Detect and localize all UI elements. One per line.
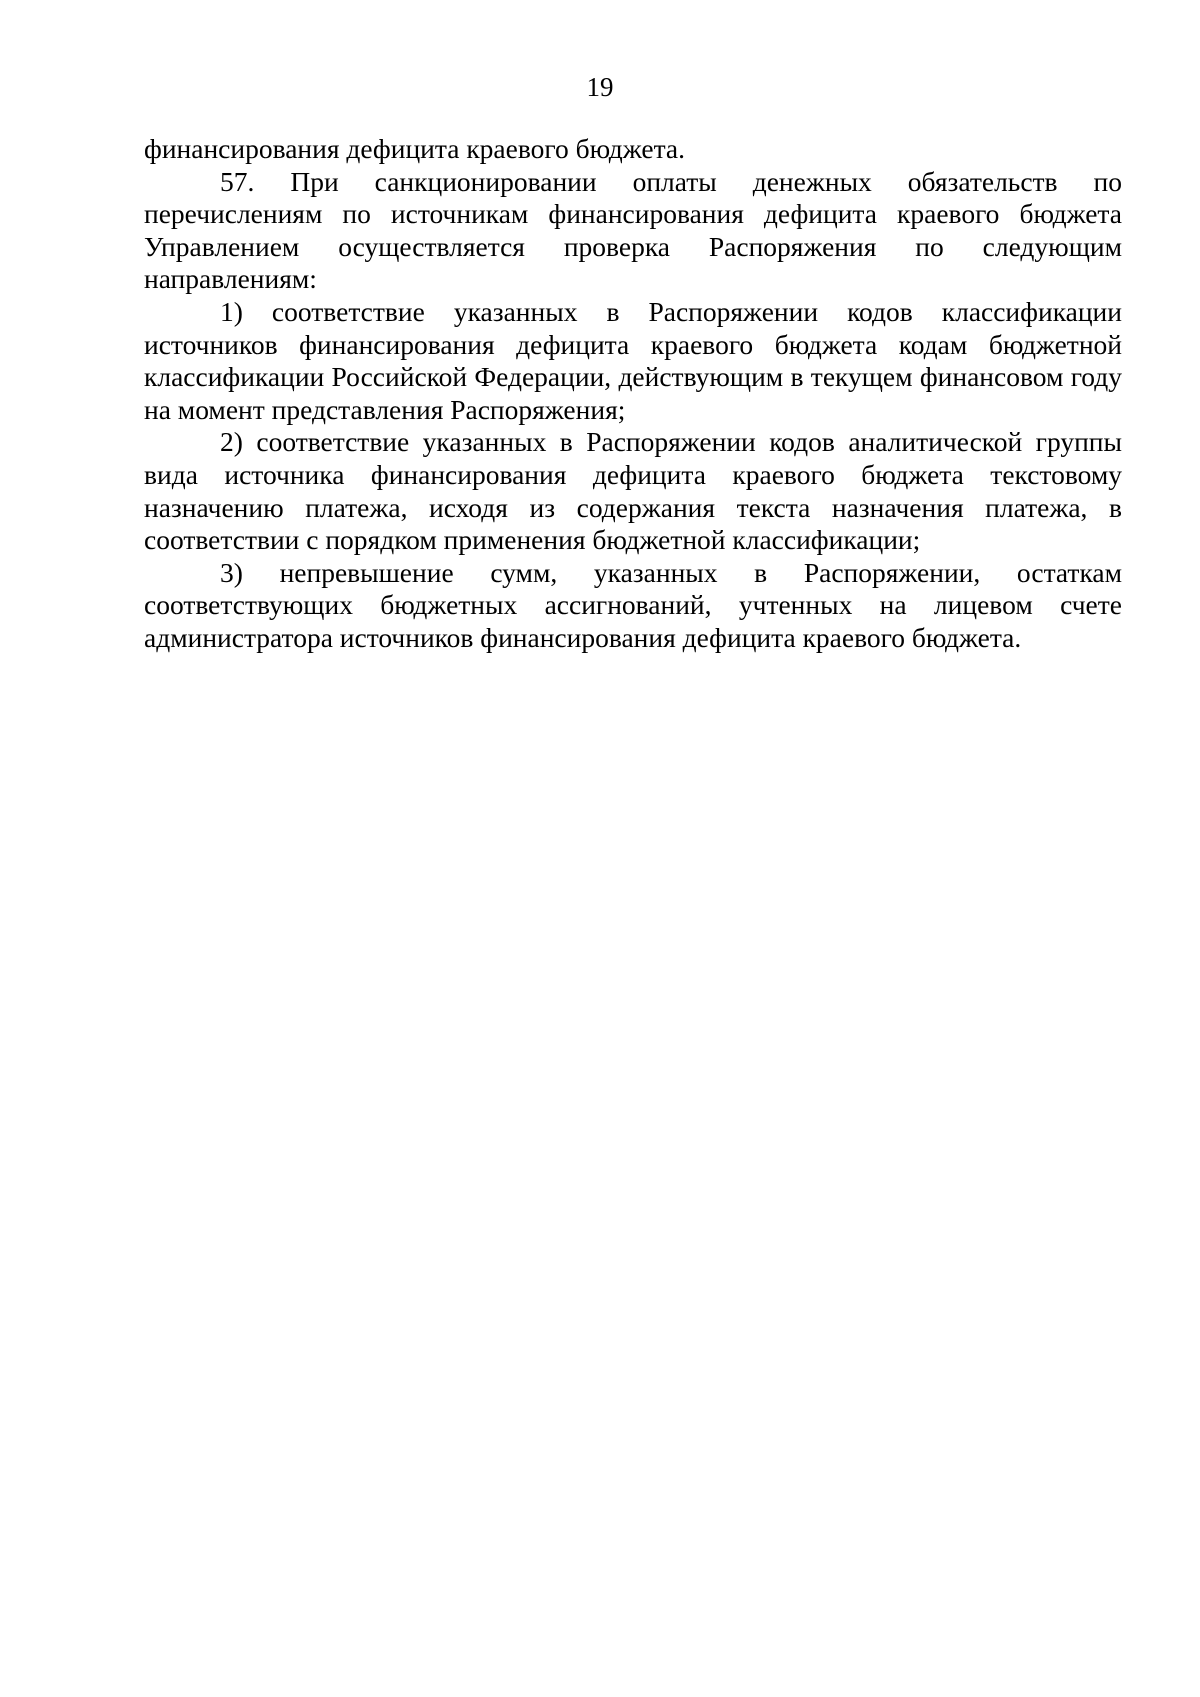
paragraph-clause-57: 57. При санкционировании оплаты денежных обязательств по перечислениям по источникам финансирования дефицита краевого бюджета Управлением осуществляется проверка Распоряжения по следующим направлениям: xyxy=(144,165,1122,295)
list-item-1: 1) соответствие указанных в Распоряжении кодов классификации источников финансирования дефицита краевого бюджета кодам бюджетной классификации Российской Федерации, действующим в текущем финансовом году на момент представления Распоряжения; xyxy=(144,295,1122,425)
list-item-2: 2) соответствие указанных в Распоряжении кодов аналитической группы вида источника финансирования дефицита краевого бюджета текстовому назначению платежа, исходя из содержания текста назначения платежа, в соответствии с порядком применения бюджетной классификации; xyxy=(144,426,1122,556)
page-number: 19 xyxy=(586,72,614,102)
document-body xyxy=(144,133,1122,655)
list-item-3: 3) непревышение сумм, указанных в Распоряжении, остаткам соответствующих бюджетных ассигнований, учтенных на лицевом счете администратора источников финансирования дефицита краевого бюджета. xyxy=(144,556,1122,653)
paragraph-continuation: финансирования дефицита краевого бюджета. xyxy=(144,133,686,164)
